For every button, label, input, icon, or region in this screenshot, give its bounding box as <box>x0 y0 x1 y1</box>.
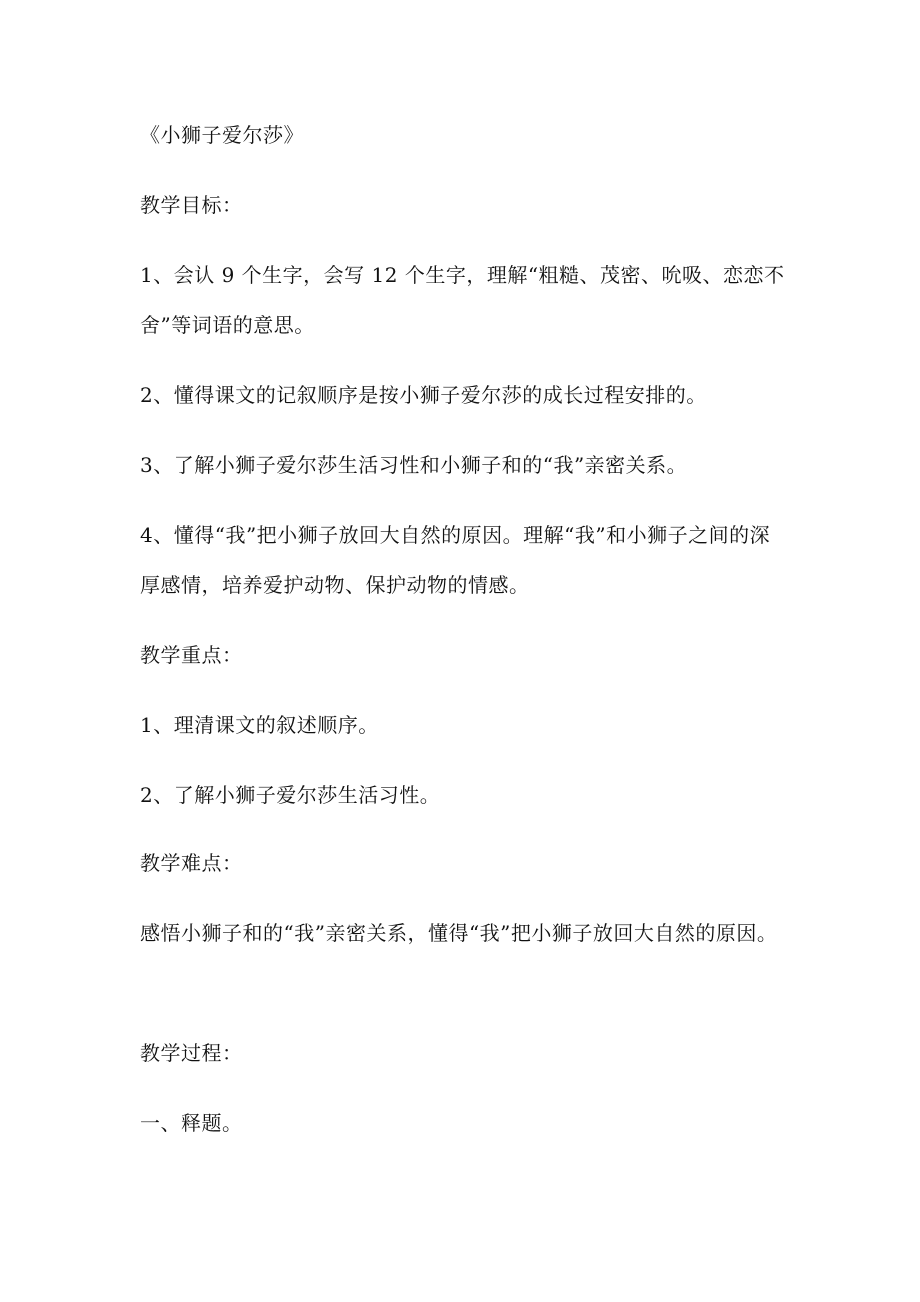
document-title: 《小狮子爱尔莎》 <box>140 123 304 147</box>
process-item-1: 一、释题。 <box>140 1111 243 1135</box>
key-point-item-1: 1、理清课文的叙述顺序。 <box>140 713 379 737</box>
objective-item-3: 3、了解小狮子爱尔莎生活习性和小狮子和的“我”亲密关系。 <box>140 453 688 477</box>
objective-item-4: 4、懂得“我”把小狮子放回大自然的原因。理解“我”和小狮子之间的深厚感情，培养爱护动物、保护动物的情感。 <box>140 523 771 597</box>
difficulty-item-1: 感悟小狮子和的“我”亲密关系，懂得“我”把小狮子放回大自然的原因。 <box>140 921 778 945</box>
section-heading-objectives: 教学目标： <box>140 193 243 217</box>
section-heading-key-points: 教学重点： <box>140 643 243 667</box>
section-heading-process: 教学过程： <box>140 1041 243 1065</box>
objective-item-1: 1、会认 9 个生字，会写 12 个生字，理解“粗糙、茂密、吮吸、恋恋不舍”等词语的意思。 <box>140 263 785 337</box>
objective-item-2: 2、懂得课文的记叙顺序是按小狮子爱尔莎的成长过程安排的。 <box>140 383 707 407</box>
section-heading-difficulties: 教学难点： <box>140 851 243 875</box>
key-point-item-2: 2、了解小狮子爱尔莎生活习性。 <box>140 783 441 807</box>
